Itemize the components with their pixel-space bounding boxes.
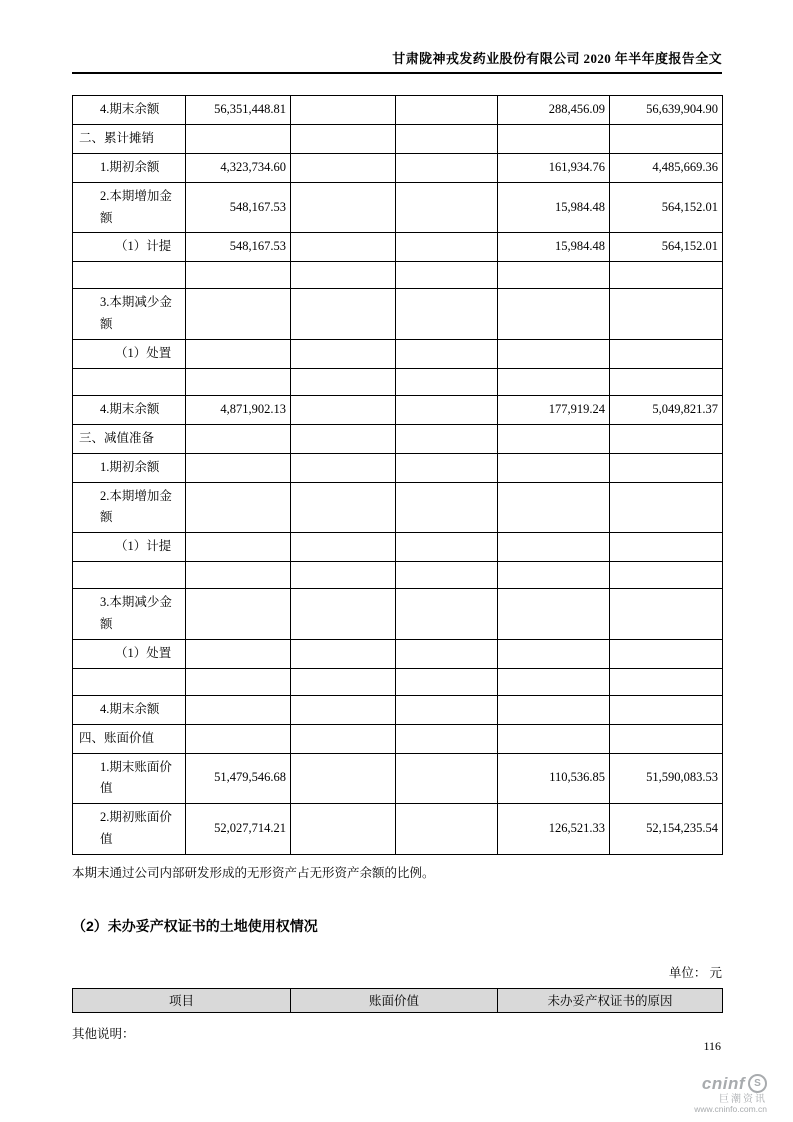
row-label: 二、累计摊销 bbox=[73, 124, 186, 153]
row-label: （1）计提 bbox=[73, 233, 186, 262]
cell-value: 288,456.09 bbox=[498, 96, 610, 125]
table-row bbox=[73, 562, 723, 589]
row-label: （1）处置 bbox=[73, 639, 186, 668]
table-row bbox=[73, 695, 723, 724]
cell-value: 4,323,734.60 bbox=[186, 153, 291, 182]
cell-value bbox=[498, 368, 610, 395]
cell-value bbox=[396, 182, 498, 233]
table-row bbox=[73, 482, 723, 533]
cell-value bbox=[186, 289, 291, 340]
cell-value bbox=[610, 482, 723, 533]
table-row bbox=[73, 753, 723, 804]
cell-value bbox=[186, 262, 291, 289]
cell-value: 51,590,083.53 bbox=[610, 753, 723, 804]
cell-value bbox=[610, 695, 723, 724]
cell-value bbox=[291, 533, 396, 562]
row-label bbox=[73, 368, 186, 395]
cell-value: 15,984.48 bbox=[498, 182, 610, 233]
cell-value bbox=[396, 453, 498, 482]
cell-value bbox=[498, 533, 610, 562]
table-row bbox=[73, 804, 723, 855]
table-row bbox=[73, 589, 723, 640]
table-row bbox=[73, 124, 723, 153]
cell-value bbox=[610, 668, 723, 695]
cell-value bbox=[291, 262, 396, 289]
cell-value: 5,049,821.37 bbox=[610, 395, 723, 424]
cell-value bbox=[610, 368, 723, 395]
table-row bbox=[73, 96, 723, 125]
cell-value bbox=[291, 368, 396, 395]
cell-value: 51,479,546.68 bbox=[186, 753, 291, 804]
cell-value: 161,934.76 bbox=[498, 153, 610, 182]
cell-value bbox=[396, 424, 498, 453]
row-label: 3.本期减少金额 bbox=[73, 589, 186, 640]
cell-value bbox=[396, 96, 498, 125]
cell-value: 52,154,235.54 bbox=[610, 804, 723, 855]
row-label: 4.期末余额 bbox=[73, 395, 186, 424]
cell-value: 4,485,669.36 bbox=[610, 153, 723, 182]
cell-value bbox=[610, 639, 723, 668]
cell-value bbox=[396, 289, 498, 340]
cell-value: 56,351,448.81 bbox=[186, 96, 291, 125]
cell-value bbox=[498, 589, 610, 640]
cell-value bbox=[291, 124, 396, 153]
intangible-assets-note: 本期末通过公司内部研发形成的无形资产占无形资产余额的比例。 bbox=[72, 866, 435, 880]
cell-value bbox=[186, 453, 291, 482]
cell-value bbox=[610, 340, 723, 369]
header-divider bbox=[72, 72, 722, 74]
land-use-table bbox=[72, 988, 723, 1013]
cell-value: 15,984.48 bbox=[498, 233, 610, 262]
cell-value bbox=[498, 482, 610, 533]
cell-value bbox=[291, 804, 396, 855]
cell-value: 564,152.01 bbox=[610, 233, 723, 262]
cell-value bbox=[498, 639, 610, 668]
cell-value bbox=[186, 724, 291, 753]
cell-value bbox=[396, 639, 498, 668]
row-label: （1）计提 bbox=[73, 533, 186, 562]
cell-value bbox=[186, 368, 291, 395]
cell-value bbox=[610, 724, 723, 753]
cell-value bbox=[291, 96, 396, 125]
cell-value bbox=[396, 233, 498, 262]
cell-value bbox=[186, 562, 291, 589]
table-row bbox=[73, 639, 723, 668]
cell-value bbox=[498, 562, 610, 589]
row-label: 1.期末账面价值 bbox=[73, 753, 186, 804]
unit-label: 单位： 元 bbox=[668, 965, 722, 980]
table-row bbox=[73, 233, 723, 262]
cell-value bbox=[396, 368, 498, 395]
row-label: （1）处置 bbox=[73, 340, 186, 369]
cell-value bbox=[396, 482, 498, 533]
cell-value bbox=[291, 482, 396, 533]
table-row bbox=[73, 395, 723, 424]
cell-value: 56,639,904.90 bbox=[610, 96, 723, 125]
land-table-header-cell: 未办妥产权证书的原因 bbox=[498, 988, 723, 1012]
row-label: 2.本期增加金额 bbox=[73, 182, 186, 233]
cell-value bbox=[610, 289, 723, 340]
cell-value bbox=[610, 533, 723, 562]
cell-value bbox=[396, 804, 498, 855]
cell-value bbox=[498, 424, 610, 453]
row-label bbox=[73, 262, 186, 289]
cell-value bbox=[291, 340, 396, 369]
cell-value bbox=[291, 153, 396, 182]
cell-value bbox=[396, 562, 498, 589]
cell-value bbox=[396, 589, 498, 640]
table-row bbox=[73, 533, 723, 562]
row-label: 2.期初账面价值 bbox=[73, 804, 186, 855]
row-label: 1.期初余额 bbox=[73, 153, 186, 182]
cell-value bbox=[610, 262, 723, 289]
cell-value bbox=[610, 562, 723, 589]
cell-value bbox=[396, 695, 498, 724]
report-header-title: 甘肃陇神戎发药业股份有限公司 2020 年半年度报告全文 bbox=[392, 51, 722, 66]
cell-value bbox=[396, 724, 498, 753]
row-label bbox=[73, 562, 186, 589]
amortization-table-body bbox=[73, 96, 723, 855]
cninfo-logo-row bbox=[694, 1074, 767, 1094]
cell-value bbox=[291, 233, 396, 262]
cell-value: 548,167.53 bbox=[186, 182, 291, 233]
cell-value bbox=[291, 562, 396, 589]
row-label: 4.期末余额 bbox=[73, 695, 186, 724]
table-row bbox=[73, 368, 723, 395]
page-number: 116 bbox=[703, 1039, 721, 1053]
table-row bbox=[73, 668, 723, 695]
row-label bbox=[73, 668, 186, 695]
cell-value bbox=[186, 340, 291, 369]
cell-value: 548,167.53 bbox=[186, 233, 291, 262]
cell-value bbox=[498, 695, 610, 724]
other-note-label: 其他说明： bbox=[72, 1026, 135, 1041]
table-row bbox=[73, 182, 723, 233]
cell-value bbox=[291, 639, 396, 668]
table-row bbox=[73, 453, 723, 482]
cell-value bbox=[291, 182, 396, 233]
cell-value bbox=[396, 340, 498, 369]
row-label: 2.本期增加金额 bbox=[73, 482, 186, 533]
cell-value bbox=[186, 695, 291, 724]
land-table-header-cell: 项目 bbox=[73, 988, 291, 1012]
cell-value bbox=[396, 753, 498, 804]
section-title-land-use: （2）未办妥产权证书的土地使用权情况 bbox=[72, 917, 318, 934]
cell-value bbox=[396, 395, 498, 424]
land-table-header-cell: 账面价值 bbox=[291, 988, 498, 1012]
cell-value bbox=[396, 262, 498, 289]
cell-value bbox=[291, 753, 396, 804]
cell-value bbox=[291, 424, 396, 453]
cninfo-logo bbox=[694, 1074, 767, 1115]
row-label: 1.期初余额 bbox=[73, 453, 186, 482]
cell-value bbox=[498, 289, 610, 340]
cell-value bbox=[396, 124, 498, 153]
cell-value bbox=[186, 482, 291, 533]
table-row bbox=[73, 340, 723, 369]
row-label: 3.本期减少金额 bbox=[73, 289, 186, 340]
row-label: 四、账面价值 bbox=[73, 724, 186, 753]
cell-value bbox=[610, 589, 723, 640]
cell-value bbox=[610, 124, 723, 153]
cell-value bbox=[610, 424, 723, 453]
cell-value bbox=[498, 453, 610, 482]
cninfo-url: www.cninfo.com.cn bbox=[694, 1104, 767, 1115]
land-use-table-header-row bbox=[73, 988, 723, 1012]
cell-value: 564,152.01 bbox=[610, 182, 723, 233]
cell-value bbox=[498, 340, 610, 369]
cninfo-chinese-name: 巨潮资讯 bbox=[719, 1093, 767, 1105]
row-label: 4.期末余额 bbox=[73, 96, 186, 125]
cell-value bbox=[291, 668, 396, 695]
cell-value bbox=[186, 668, 291, 695]
cell-value bbox=[186, 533, 291, 562]
amortization-table bbox=[72, 95, 723, 855]
cell-value bbox=[291, 453, 396, 482]
table-row bbox=[73, 289, 723, 340]
content-area bbox=[72, 48, 722, 1054]
cell-value bbox=[291, 724, 396, 753]
cell-value bbox=[291, 695, 396, 724]
cell-value: 4,871,902.13 bbox=[186, 395, 291, 424]
table-row bbox=[73, 262, 723, 289]
cell-value: 110,536.85 bbox=[498, 753, 610, 804]
cell-value bbox=[396, 153, 498, 182]
table-row bbox=[73, 724, 723, 753]
row-label: 三、减值准备 bbox=[73, 424, 186, 453]
cell-value bbox=[610, 453, 723, 482]
cell-value bbox=[396, 533, 498, 562]
cell-value bbox=[186, 424, 291, 453]
table-row bbox=[73, 153, 723, 182]
cell-value bbox=[498, 262, 610, 289]
cninfo-logo-icon: S bbox=[748, 1074, 767, 1093]
cell-value bbox=[498, 668, 610, 695]
cell-value bbox=[291, 395, 396, 424]
cell-value bbox=[186, 124, 291, 153]
cell-value: 52,027,714.21 bbox=[186, 804, 291, 855]
cell-value bbox=[291, 589, 396, 640]
cell-value bbox=[186, 589, 291, 640]
cell-value bbox=[396, 668, 498, 695]
cell-value bbox=[498, 724, 610, 753]
table-row bbox=[73, 424, 723, 453]
cninfo-brand-text: cninf bbox=[701, 1074, 745, 1093]
cell-value bbox=[498, 124, 610, 153]
cell-value bbox=[291, 289, 396, 340]
cell-value bbox=[186, 639, 291, 668]
cell-value: 126,521.33 bbox=[498, 804, 610, 855]
cell-value: 177,919.24 bbox=[498, 395, 610, 424]
